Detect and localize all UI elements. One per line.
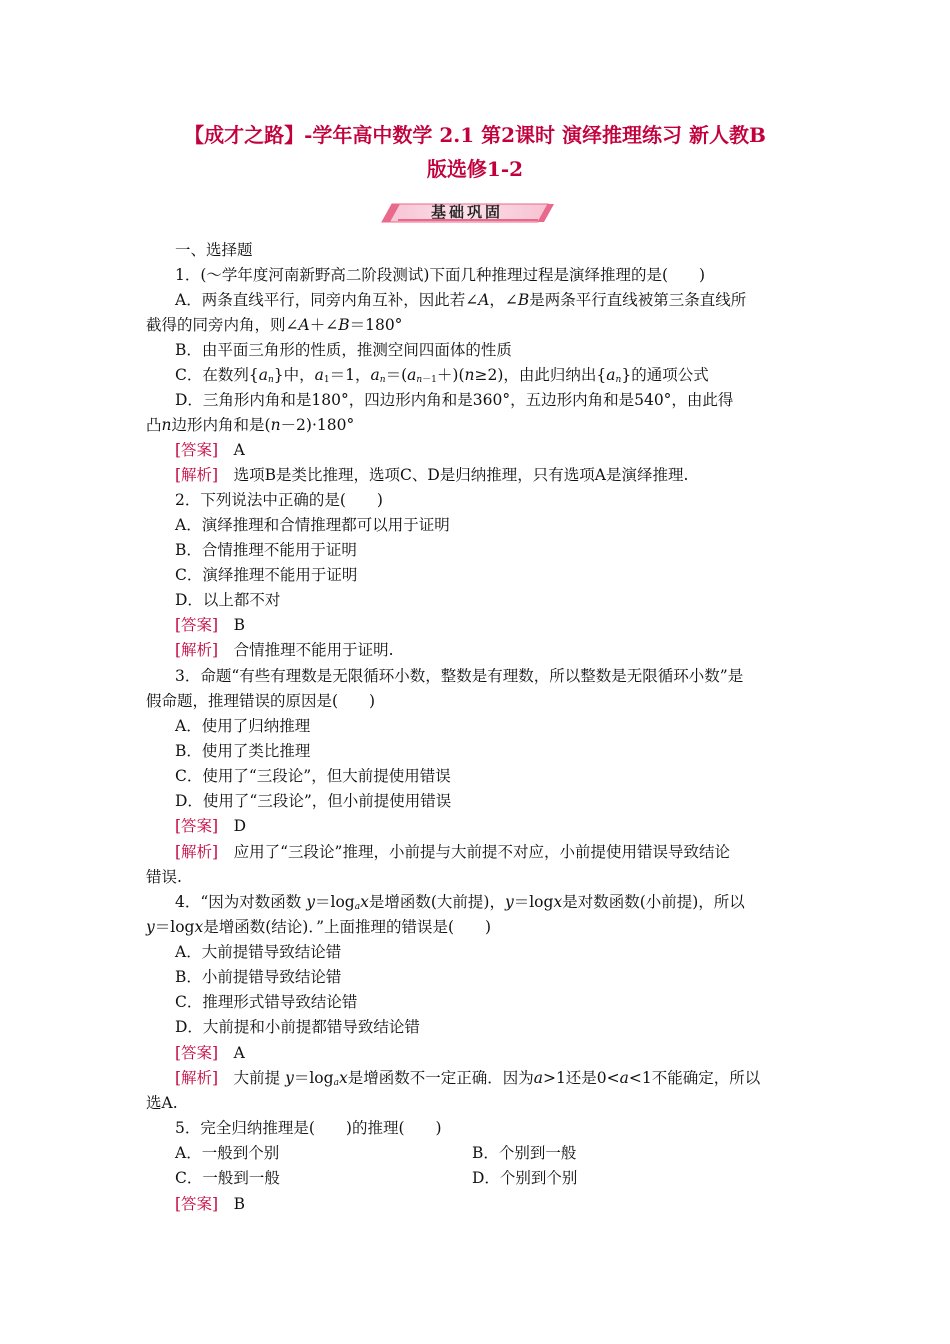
question-3-stem: 3．命题“有些有理数是无限循环小数，整数是有理数，所以整数是无限循环小数”是 [175,667,744,685]
question-5-option-a: A．一般到个别 [175,1144,280,1162]
question-4-analysis: [解析] 大前提 $y=\log_ax$是增函数不一定正确．因为a>1还是0<a<1不能确定，所以 [175,1069,761,1088]
question-3-option-d: D．使用了“三段论”，但小前提使用错误 [175,792,452,810]
question-4-analysis-cont: 选A. [146,1094,178,1112]
question-1-stem: 1．(～学年度河南新野高二阶段测试)下面几种推理过程是演绎推理的是( ) [175,266,706,284]
question-1-option-c: C．在数列$\{a_n\}$中，$a_1=1$，$a_n=(a_{n-1}+)(n\ge 2)$，由此归纳出$\{a_n\}$的通项公式 [175,366,709,385]
document-title-line-1: 【成才之路】-学年高中数学 2.1 第2课时 演绎推理练习 新人教B [184,123,766,147]
question-2-option-b: B．合情推理不能用于证明 [175,541,357,559]
section-heading: 一、选择题 [175,241,253,259]
question-1-option-a: A．两条直线平行，同旁内角互补，因此若∠A，∠B是两条平行直线被第三条直线所 [175,291,747,309]
question-1-option-d: D．三角形内角和是180°，四边形内角和是360°，五边形内角和是540°，由此得 [175,391,734,409]
question-1-option-b: B．由平面三角形的性质，推测空间四面体的性质 [175,341,512,359]
question-4-answer: [答案] A [175,1044,245,1062]
question-5-stem: 5．完全归纳推理是( )的推理( ) [175,1119,442,1137]
question-5-option-c: C．一般到一般 [175,1169,280,1187]
question-3-analysis-cont: 错误. [146,868,182,886]
question-2-answer: [答案] B [175,616,246,634]
question-5-option-b: B．个别到一般 [472,1144,577,1162]
question-3-stem-cont: 假命题，推理错误的原因是( ) [146,692,376,710]
question-4-stem-cont: y＝logx是增函数(结论)．”上面推理的错误是( ) [146,918,492,936]
question-2-option-a: A．演绎推理和合情推理都可以用于证明 [175,516,450,534]
document-title-line-2: 版选修1-2 [426,157,524,181]
question-1-answer: [答案] A [175,441,245,459]
question-3-option-b: B．使用了类比推理 [175,742,311,760]
question-4-option-c: C．推理形式错导致结论错 [175,993,358,1011]
question-3-option-a: A．使用了归纳推理 [175,717,311,735]
section-banner [378,200,556,226]
question-2-option-d: D．以上都不对 [175,591,281,609]
question-5-answer: [答案] B [175,1195,246,1213]
question-1-option-d-cont: 凸n边形内角和是(n－2)·180° [146,416,355,434]
question-1-option-a-cont: 截得的同旁内角，则∠A＋∠B＝180° [146,316,403,334]
question-3-answer: [答案] D [175,817,247,835]
question-1-analysis: [解析] 选项B是类比推理，选项C、D是归纳推理，只有选项A是演绎推理. [175,466,689,484]
question-4-option-a: A．大前提错导致结论错 [175,943,342,961]
question-4-stem: 4．“因为对数函数 $y=\log_ax$是增函数(大前提)，y＝logx是对数函数(小前提)，所以 [175,893,745,912]
question-2-stem: 2．下列说法中正确的是( ) [175,491,383,509]
question-3-option-c: C．使用了“三段论”，但大前提使用错误 [175,767,451,785]
question-4-option-b: B．小前提错导致结论错 [175,968,342,986]
question-2-option-c: C．演绎推理不能用于证明 [175,566,358,584]
question-2-analysis: [解析] 合情推理不能用于证明. [175,641,394,659]
question-4-option-d: D．大前提和小前提都错导致结论错 [175,1018,420,1036]
question-5-option-d: D．个别到个别 [472,1169,578,1187]
question-3-analysis: [解析] 应用了“三段论”推理，小前提与大前提不对应，小前提使用错误导致结论 [175,843,730,861]
banner-label: 基础巩固 [430,203,503,221]
